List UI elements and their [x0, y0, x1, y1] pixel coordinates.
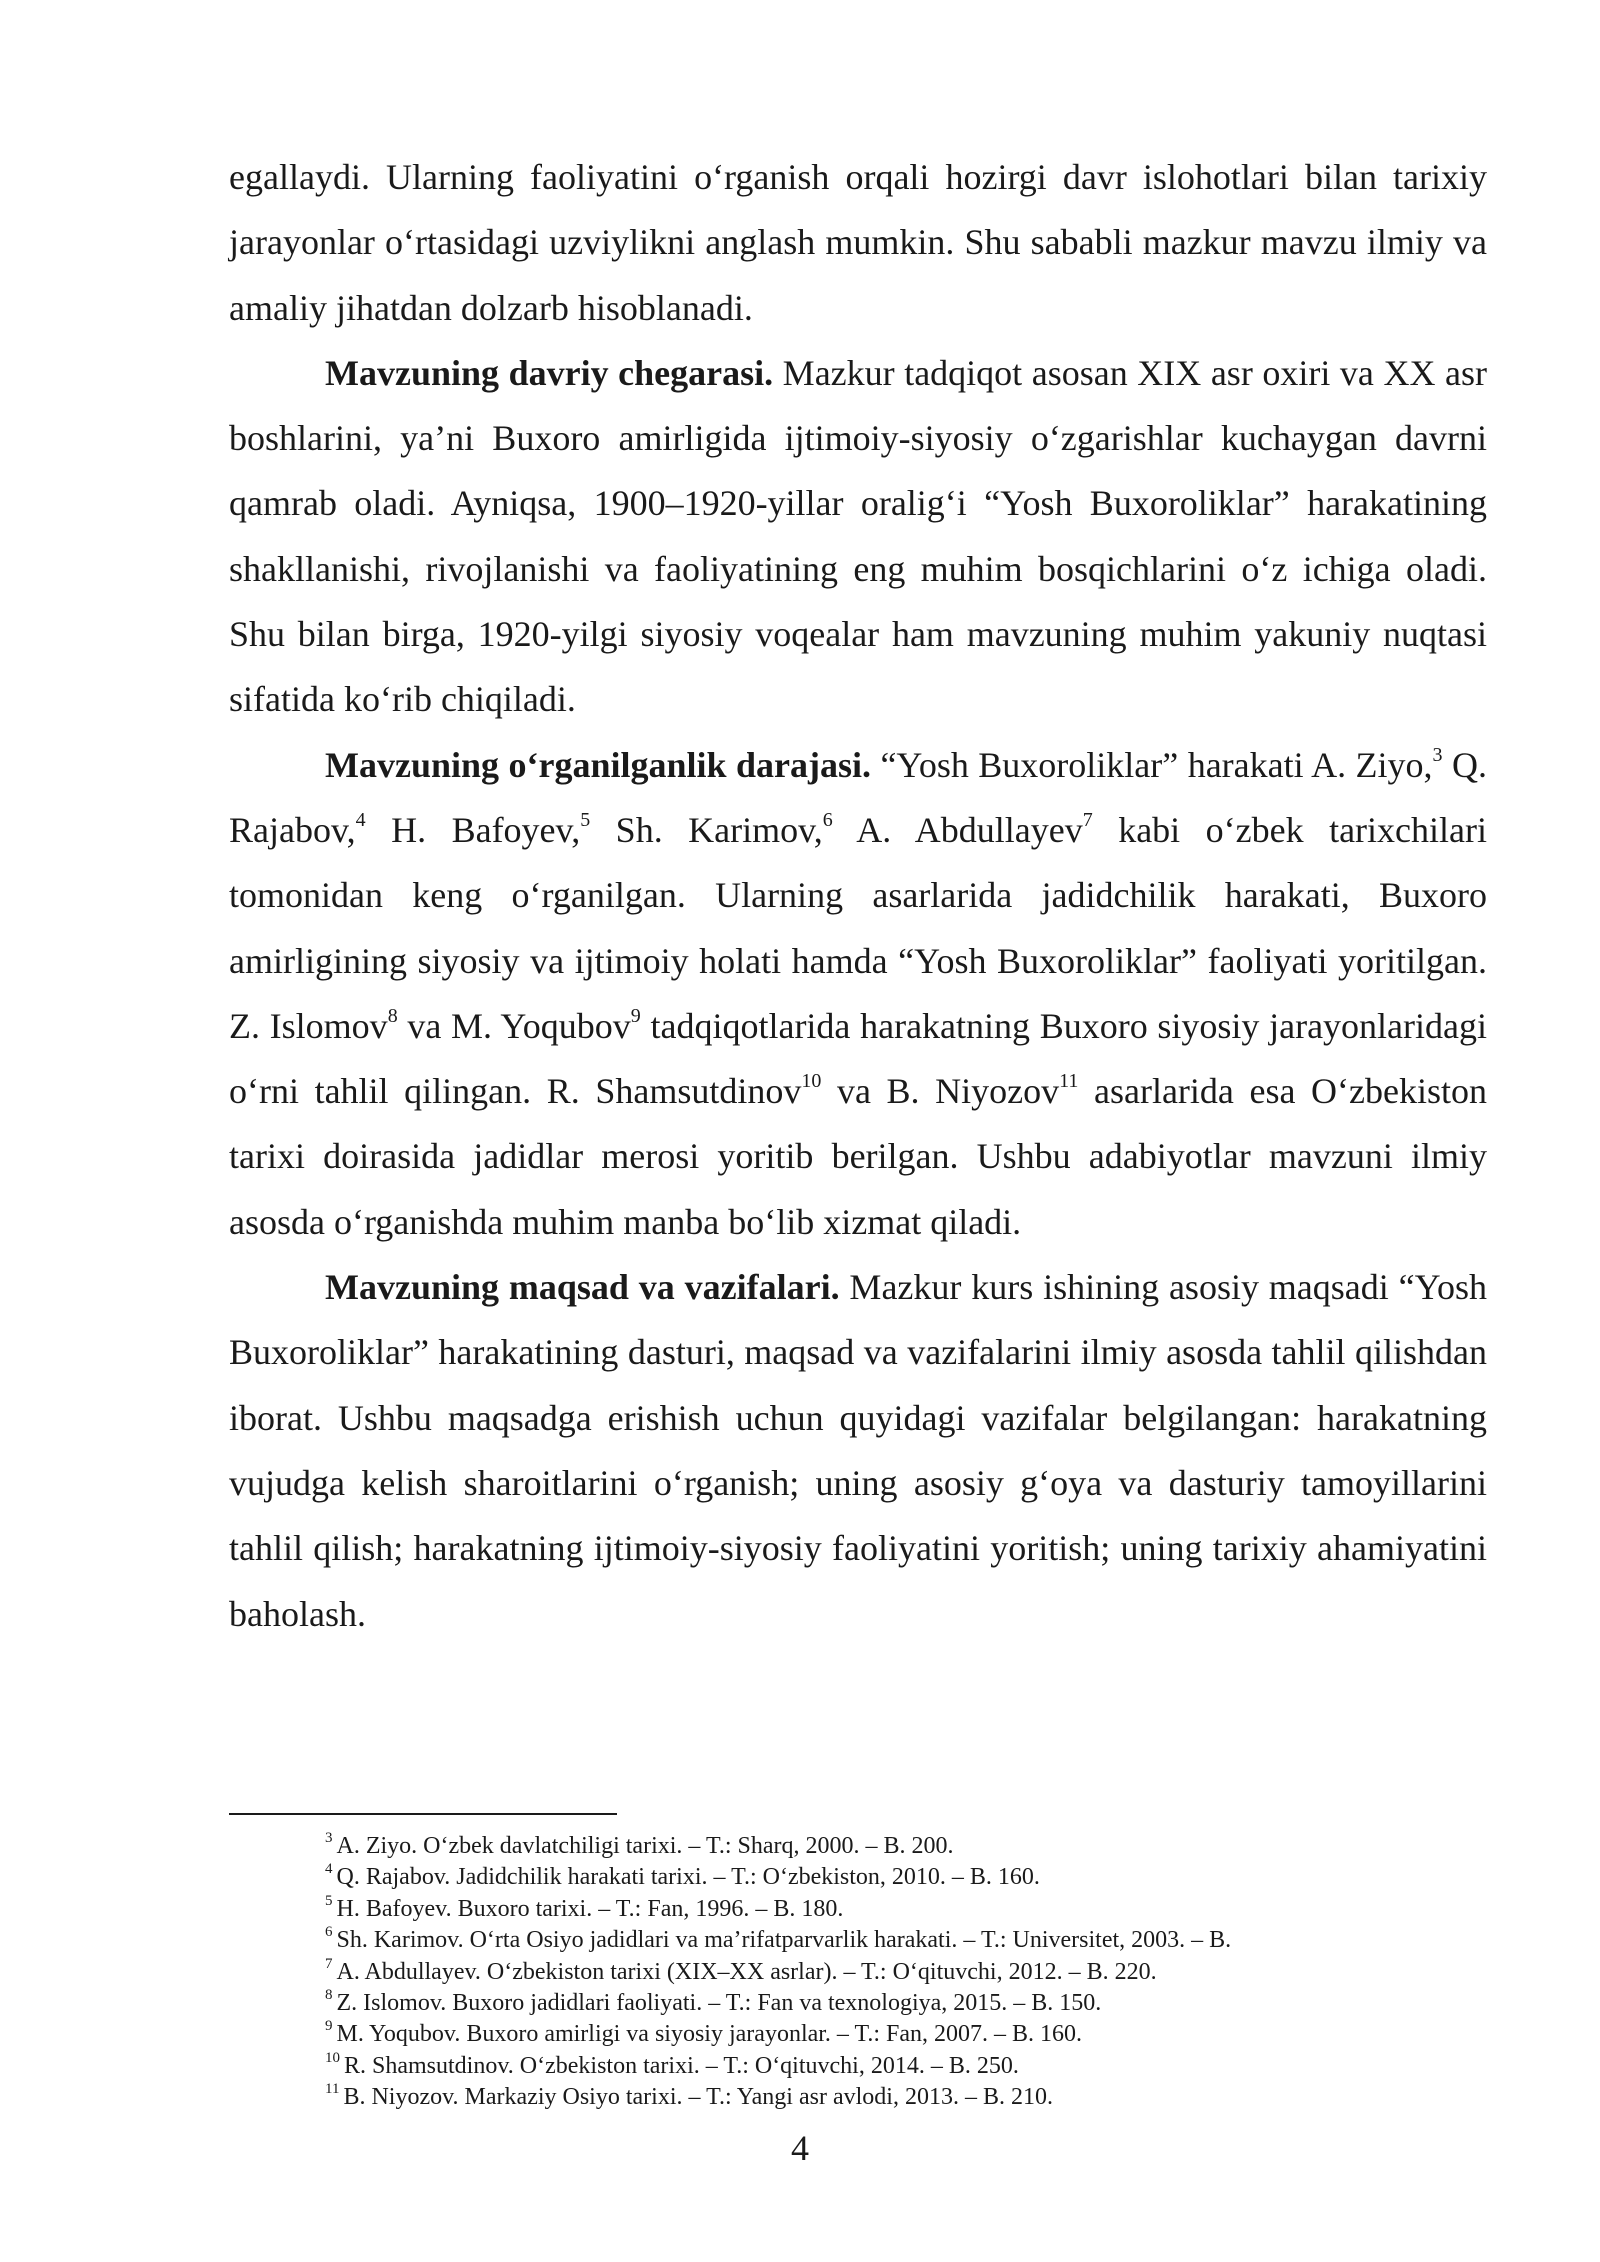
- footnote-ref-4[interactable]: 4: [355, 808, 366, 831]
- footnote-ref-3[interactable]: 3: [1432, 743, 1443, 766]
- section-heading-chronological-scope: Mavzuning davriy chegarasi.: [325, 352, 774, 393]
- footnote-separator: [229, 1813, 617, 1815]
- footnote-item: $^5$ H. Bafoyev. Buxoro tarixi. – T.: Fan, 1996. – B. 180.: [325, 1892, 844, 1922]
- footnote-item: $^9$ M. Yoqubov. Buxoro amirligi va siyosiy jarayonlar. – T.: Fan, 2007. – B. 160.: [325, 2018, 1083, 2048]
- paragraph-literature-review: Mavzuning o‘rganilganlik darajasi. “Yosh Buxoroliklar” harakati A. Ziyo,$^3$ Q. Rajabov,$^4$ H. Bafoyev,$^5$ Sh. Karimov,$^6$ A. Abdullayev$^7$ kabi o‘zbek tarixchilari tomonidan keng o‘rganilgan. Ularning asarlarida jadidchilik harakati, Buxoro amirligining siyosiy va ijtimoiy holati hamda “Yosh Buxoroliklar” faoliyati yoritilgan. Z. Islomov$^8$ va M. Yoqubov$^9$ tadqiqotlarida harakatning Buxoro siyosiy jarayonlaridagi o‘rni tahlil qilingan. R. Shamsutdinov$^{10}$ va B. Niyozov$^{11}$ asarlarida esa O‘zbekiston tarixi doirasida jadidlar merosi yoritib berilgan. Ushbu adabiyotlar mavzuni ilmiy asosda o‘rganishda muhim manba bo‘lib xizmat qiladi.: [229, 743, 1488, 1242]
- footnotes: [325, 1831, 1505, 2114]
- footnote-item: $^7$ A. Abdullayev. O‘zbekiston tarixi (XIX–XX asrlar). – T.: O‘qituvchi, 2012. – B. 220.: [325, 1955, 1157, 1985]
- paragraph-chronological-scope: Mavzuning davriy chegarasi. Mazkur tadqiqot asosan XIX asr oxiri va XX asr boshlarini, ya’ni Buxoro amirligida ijtimoiy-siyosiy o‘zgarishlar kuchaygan davrni qamrab oladi. Ayniqsa, 1900–1920-yillar oralig‘i “Yosh Buxoroliklar” harakatining shakllanishi, rivojlanishi va faoliyatining eng muhim bosqichlarini o‘z ichiga oladi. Shu bilan birga, 1920-yilgi siyosiy voqealar ham mavzuning muhim yakuniy nuqtasi sifatida ko‘rib chiqiladi.: [229, 352, 1487, 720]
- body-text: [229, 145, 1487, 1647]
- footnote-item: $^6$ Sh. Karimov. O‘rta Osiyo jadidlari va ma’rifatparvarlik harakati. – T.: Universitet, 2003. – B.: [325, 1924, 1232, 1954]
- footnote-item: $^{10}$ R. Shamsutdinov. O‘zbekiston tarixi. – T.: O‘qituvchi, 2014. – B. 250.: [325, 2049, 1019, 2079]
- paragraph-goals-and-tasks: Mavzuning maqsad va vazifalari. Mazkur kurs ishining asosiy maqsadi “Yosh Buxoroliklar” harakatining dasturi, maqsad va vazifalarini ilmiy asosda tahlil qilishdan iborat. Ushbu maqsadga erishish uchun quyidagi vazifalar belgilangan: harakatning vujudga kelish sharoitlarini o‘rganish; uning asosiy g‘oya va dasturiy tamoyillarini tahlil qilish; harakatning ijtimoiy-siyosiy faoliyatini yoritish; uning tarixiy ahamiyatini baholash.: [229, 1267, 1488, 1634]
- footnote-ref-6[interactable]: 6: [822, 808, 833, 831]
- footnote-ref-9[interactable]: 9: [630, 1004, 641, 1027]
- footnote-ref-8[interactable]: 8: [387, 1004, 398, 1027]
- footnote-item: $^{11}$ B. Niyozov. Markaziy Osiyo tarixi. – T.: Yangi asr avlodi, 2013. – B. 210.: [325, 2081, 1053, 2111]
- footnote-item: $^3$ A. Ziyo. O‘zbek davlatchiligi tarixi. – T.: Sharq, 2000. – B. 200.: [325, 1830, 954, 1859]
- section-heading-literature-review: Mavzuning o‘rganilganlik darajasi.: [325, 744, 871, 785]
- page-number: 4: [791, 2128, 809, 2168]
- section-heading-goals-and-tasks: Mavzuning maqsad va vazifalari.: [325, 1267, 840, 1308]
- paragraph-relevance-end: egallaydi. Ularning faoliyatini o‘rganish orqali hozirgi davr islohotlari bilan tarixiy jarayonlar o‘rtasidagi uzviylikni anglash mumkin. Shu sababli mazkur mavzu ilmiy va amaliy jihatdan dolzarb hisoblanadi.: [229, 157, 1487, 328]
- footnote-ref-11[interactable]: 11: [1059, 1070, 1079, 1093]
- footnote-ref-5[interactable]: 5: [580, 808, 591, 831]
- footnote-ref-10[interactable]: 10: [801, 1070, 822, 1093]
- footnote-item: $^4$ Q. Rajabov. Jadidchilik harakati tarixi. – T.: O‘zbekiston, 2010. – B. 160.: [325, 1861, 1040, 1891]
- footnote-item: $^8$ Z. Islomov. Buxoro jadidlari faoliyati. – T.: Fan va texnologiya, 2015. – B. 150.: [325, 1987, 1102, 2017]
- footnote-ref-7[interactable]: 7: [1082, 808, 1093, 831]
